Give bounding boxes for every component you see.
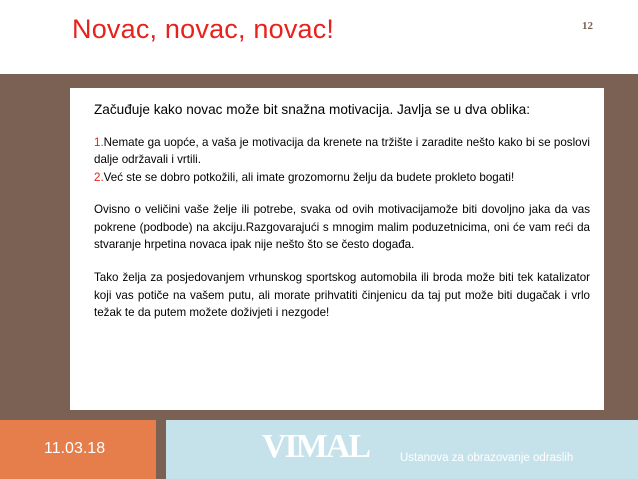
content-text: [94, 100, 590, 322]
intro-paragraph: Začuđuje kako novac može bit snažna motivacija. Javlja se u dva oblika:: [94, 102, 530, 117]
list-item-1-number: 1.: [94, 135, 104, 149]
list-item-2: [94, 169, 590, 187]
footer-brand-panel: [166, 420, 638, 479]
list-item-1: [94, 134, 590, 169]
institution-name: Ustanova za obrazovanje odraslih: [400, 452, 574, 464]
slide-number: 12: [582, 20, 593, 32]
paragraph-motivation: Ovisno o veličini vaše želje ili potrebe, svaka od ovih motivacijamože biti dovoljno jaka da vas pokrene (podbode) na akciju.Razgovarajući s mnogim malim poduzetnicima, oni će vam reći da stvaranje hrpetina novaca ipak nije nešto što se često događa.: [94, 203, 590, 252]
vimal-logo: VIMAL: [262, 428, 370, 465]
paragraph-desire: Tako želja za posjedovanjem vrhunskog sportskog automobila ili broda može biti tek katalizator koji vas potiče na vašem putu, ali morate prihvatiti činjenicu da taj put može biti dugačak i vrlo težak te da putem možete doživjeti i nezgode!: [94, 271, 590, 320]
footer-date: 11.03.18: [44, 440, 106, 457]
list-item-2-text: Već ste se dobro potkožili, ali imate grozomornu želju da budete prokleto bogati!: [103, 170, 515, 184]
list-item-1-text: Nemate ga uopće, a vaša je motivacija da krenete na tržište i zaradite nešto kako bi se poslovi dalje održavali i vrtili.: [94, 135, 590, 167]
content-box: [70, 88, 604, 410]
slide-title: Novac, novac, novac!: [72, 14, 335, 44]
list-item-2-number: 2.: [94, 170, 104, 184]
